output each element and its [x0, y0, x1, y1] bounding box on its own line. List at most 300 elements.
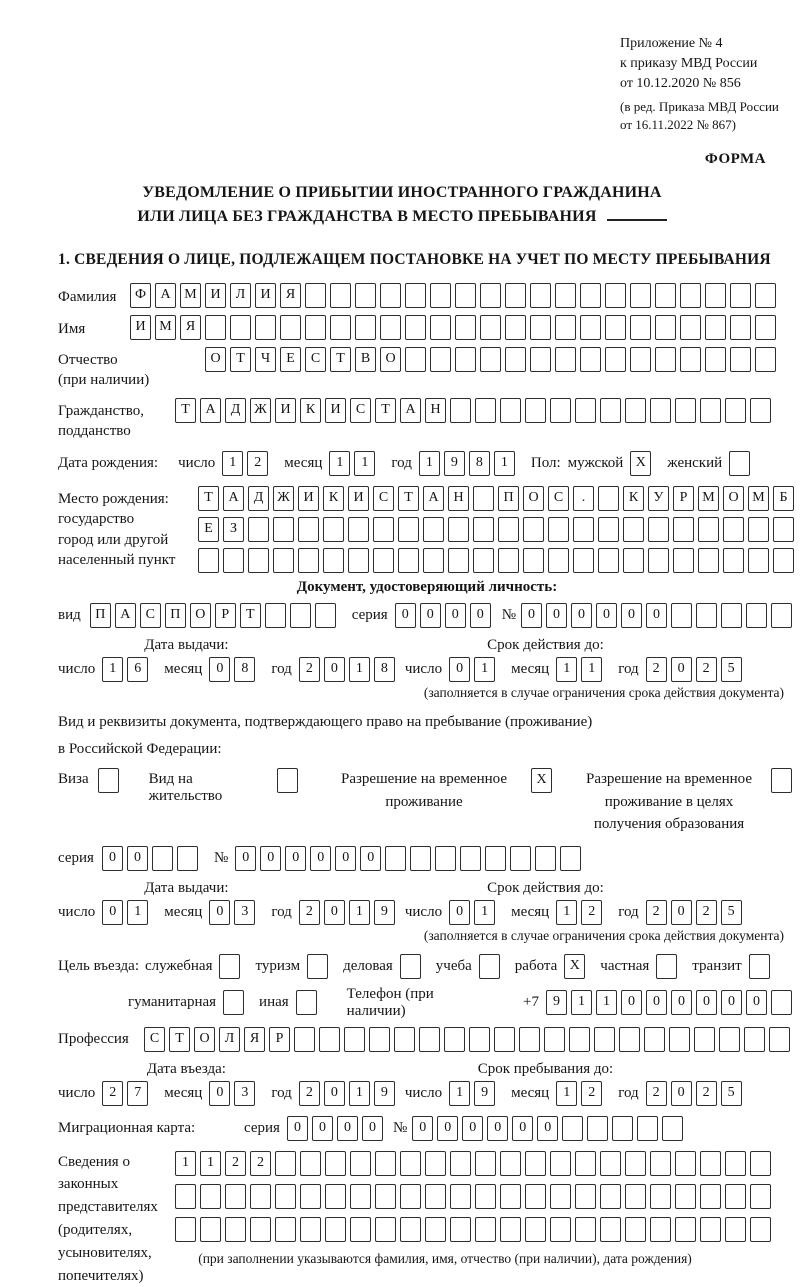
doc-valid-day-cells[interactable]	[449, 657, 499, 682]
char-cell[interactable]: X	[630, 451, 651, 476]
char-cell[interactable]: Р	[215, 603, 236, 628]
char-cell[interactable]	[519, 1027, 540, 1052]
char-cell[interactable]: .	[573, 486, 594, 511]
char-cell[interactable]: 1	[354, 451, 375, 476]
char-cell[interactable]: 0	[537, 1116, 558, 1141]
char-cell[interactable]	[307, 954, 328, 979]
char-cell[interactable]	[548, 548, 569, 573]
char-cell[interactable]: 0	[596, 603, 617, 628]
char-cell[interactable]	[280, 315, 301, 340]
char-cell[interactable]: 0	[521, 603, 542, 628]
purpose-tourism-checkbox[interactable]	[307, 954, 332, 979]
char-cell[interactable]	[350, 1151, 371, 1176]
char-cell[interactable]	[600, 1151, 621, 1176]
char-cell[interactable]	[605, 347, 626, 372]
char-cell[interactable]	[535, 846, 556, 871]
char-cell[interactable]: А	[155, 283, 176, 308]
char-cell[interactable]	[749, 954, 770, 979]
char-cell[interactable]: 0	[420, 603, 441, 628]
char-cell[interactable]	[175, 1217, 196, 1242]
char-cell[interactable]: 1	[329, 451, 350, 476]
char-cell[interactable]: 1	[494, 451, 515, 476]
char-cell[interactable]	[680, 315, 701, 340]
char-cell[interactable]: О	[380, 347, 401, 372]
char-cell[interactable]	[523, 548, 544, 573]
char-cell[interactable]	[505, 315, 526, 340]
char-cell[interactable]	[650, 1151, 671, 1176]
char-cell[interactable]	[325, 1217, 346, 1242]
char-cell[interactable]	[598, 486, 619, 511]
birth-place-row2[interactable]	[198, 517, 798, 542]
char-cell[interactable]	[348, 548, 369, 573]
char-cell[interactable]	[729, 451, 750, 476]
birth-year-cells[interactable]	[419, 451, 519, 476]
char-cell[interactable]	[435, 846, 456, 871]
char-cell[interactable]: 1	[349, 657, 370, 682]
char-cell[interactable]: Д	[248, 486, 269, 511]
char-cell[interactable]	[600, 1217, 621, 1242]
char-cell[interactable]	[225, 1217, 246, 1242]
char-cell[interactable]	[510, 846, 531, 871]
char-cell[interactable]: 9	[444, 451, 465, 476]
char-cell[interactable]	[721, 603, 742, 628]
char-cell[interactable]: 2	[696, 900, 717, 925]
char-cell[interactable]	[475, 1184, 496, 1209]
char-cell[interactable]: 0	[470, 603, 491, 628]
char-cell[interactable]: 1	[222, 451, 243, 476]
char-cell[interactable]: 1	[596, 990, 617, 1015]
char-cell[interactable]	[469, 1027, 490, 1052]
char-cell[interactable]	[323, 517, 344, 542]
char-cell[interactable]	[500, 1151, 521, 1176]
representatives-row3[interactable]	[175, 1217, 775, 1242]
char-cell[interactable]: 0	[621, 603, 642, 628]
char-cell[interactable]	[612, 1116, 633, 1141]
char-cell[interactable]	[648, 517, 669, 542]
char-cell[interactable]	[200, 1217, 221, 1242]
char-cell[interactable]	[480, 315, 501, 340]
char-cell[interactable]	[500, 1184, 521, 1209]
char-cell[interactable]	[705, 347, 726, 372]
char-cell[interactable]	[573, 548, 594, 573]
char-cell[interactable]	[423, 517, 444, 542]
char-cell[interactable]	[475, 1151, 496, 1176]
char-cell[interactable]	[315, 603, 336, 628]
residence-valid-year-cells[interactable]	[646, 900, 746, 925]
char-cell[interactable]: Н	[425, 398, 446, 423]
char-cell[interactable]: 2	[250, 1151, 271, 1176]
char-cell[interactable]	[380, 283, 401, 308]
char-cell[interactable]: И	[205, 283, 226, 308]
char-cell[interactable]	[650, 1217, 671, 1242]
representatives-row2[interactable]	[175, 1184, 775, 1209]
char-cell[interactable]: Ж	[250, 398, 271, 423]
stay-day-cells[interactable]	[449, 1081, 499, 1106]
purpose-other-checkbox[interactable]	[296, 990, 321, 1015]
birth-day-cells[interactable]	[222, 451, 272, 476]
char-cell[interactable]	[705, 315, 726, 340]
char-cell[interactable]	[550, 1184, 571, 1209]
char-cell[interactable]	[644, 1027, 665, 1052]
char-cell[interactable]	[723, 548, 744, 573]
char-cell[interactable]	[575, 398, 596, 423]
residence-issue-month-cells[interactable]	[209, 900, 259, 925]
char-cell[interactable]	[444, 1027, 465, 1052]
surname-cells[interactable]	[130, 283, 780, 308]
char-cell[interactable]: 9	[374, 900, 395, 925]
char-cell[interactable]	[700, 398, 721, 423]
purpose-transit-checkbox[interactable]	[749, 954, 774, 979]
doc-issue-month-cells[interactable]	[209, 657, 259, 682]
sex-male-checkbox[interactable]	[630, 451, 655, 476]
char-cell[interactable]	[300, 1184, 321, 1209]
char-cell[interactable]	[230, 315, 251, 340]
char-cell[interactable]	[380, 315, 401, 340]
char-cell[interactable]: 0	[324, 1081, 345, 1106]
char-cell[interactable]: 0	[395, 603, 416, 628]
char-cell[interactable]	[587, 1116, 608, 1141]
char-cell[interactable]	[479, 954, 500, 979]
char-cell[interactable]: 0	[127, 846, 148, 871]
phone-cells[interactable]	[546, 990, 796, 1015]
char-cell[interactable]	[475, 1217, 496, 1242]
char-cell[interactable]: 1	[349, 900, 370, 925]
char-cell[interactable]	[655, 315, 676, 340]
char-cell[interactable]: 2	[299, 900, 320, 925]
char-cell[interactable]	[700, 1217, 721, 1242]
char-cell[interactable]: 2	[581, 1081, 602, 1106]
char-cell[interactable]	[530, 283, 551, 308]
char-cell[interactable]	[385, 846, 406, 871]
char-cell[interactable]: Р	[269, 1027, 290, 1052]
char-cell[interactable]	[748, 548, 769, 573]
char-cell[interactable]	[330, 283, 351, 308]
doc-series-cells[interactable]	[395, 603, 495, 628]
char-cell[interactable]	[671, 603, 692, 628]
char-cell[interactable]: И	[130, 315, 151, 340]
char-cell[interactable]	[625, 1151, 646, 1176]
char-cell[interactable]	[480, 283, 501, 308]
char-cell[interactable]	[265, 603, 286, 628]
char-cell[interactable]	[575, 1217, 596, 1242]
char-cell[interactable]	[305, 315, 326, 340]
char-cell[interactable]	[594, 1027, 615, 1052]
char-cell[interactable]	[175, 1184, 196, 1209]
char-cell[interactable]	[530, 315, 551, 340]
char-cell[interactable]	[550, 1151, 571, 1176]
char-cell[interactable]	[725, 398, 746, 423]
char-cell[interactable]: К	[300, 398, 321, 423]
char-cell[interactable]: Н	[448, 486, 469, 511]
char-cell[interactable]: И	[348, 486, 369, 511]
char-cell[interactable]	[296, 990, 317, 1015]
entry-year-cells[interactable]	[299, 1081, 399, 1106]
char-cell[interactable]	[725, 1184, 746, 1209]
char-cell[interactable]: М	[748, 486, 769, 511]
char-cell[interactable]: П	[90, 603, 111, 628]
char-cell[interactable]	[580, 283, 601, 308]
char-cell[interactable]: 2	[102, 1081, 123, 1106]
char-cell[interactable]: 8	[374, 657, 395, 682]
char-cell[interactable]: А	[115, 603, 136, 628]
char-cell[interactable]	[325, 1184, 346, 1209]
char-cell[interactable]: И	[325, 398, 346, 423]
char-cell[interactable]	[250, 1184, 271, 1209]
char-cell[interactable]: 2	[247, 451, 268, 476]
char-cell[interactable]: 0	[449, 657, 470, 682]
char-cell[interactable]: 0	[621, 990, 642, 1015]
char-cell[interactable]	[460, 846, 481, 871]
char-cell[interactable]	[223, 548, 244, 573]
char-cell[interactable]: 0	[546, 603, 567, 628]
char-cell[interactable]	[275, 1151, 296, 1176]
char-cell[interactable]: В	[355, 347, 376, 372]
char-cell[interactable]: А	[423, 486, 444, 511]
char-cell[interactable]	[750, 1217, 771, 1242]
char-cell[interactable]	[748, 517, 769, 542]
char-cell[interactable]	[755, 283, 776, 308]
char-cell[interactable]: 2	[299, 1081, 320, 1106]
char-cell[interactable]	[400, 1217, 421, 1242]
char-cell[interactable]: О	[523, 486, 544, 511]
char-cell[interactable]	[523, 517, 544, 542]
char-cell[interactable]: М	[698, 486, 719, 511]
char-cell[interactable]	[525, 1217, 546, 1242]
char-cell[interactable]	[248, 517, 269, 542]
char-cell[interactable]: 1	[419, 451, 440, 476]
char-cell[interactable]	[400, 1184, 421, 1209]
char-cell[interactable]	[319, 1027, 340, 1052]
residence-issue-year-cells[interactable]	[299, 900, 399, 925]
char-cell[interactable]: А	[400, 398, 421, 423]
entry-month-cells[interactable]	[209, 1081, 259, 1106]
char-cell[interactable]: 0	[337, 1116, 358, 1141]
doc-issue-year-cells[interactable]	[299, 657, 399, 682]
char-cell[interactable]: 0	[671, 1081, 692, 1106]
citizenship-cells[interactable]	[175, 398, 775, 423]
char-cell[interactable]: Е	[198, 517, 219, 542]
char-cell[interactable]: 1	[349, 1081, 370, 1106]
char-cell[interactable]: 3	[234, 1081, 255, 1106]
char-cell[interactable]: 9	[374, 1081, 395, 1106]
char-cell[interactable]: И	[298, 486, 319, 511]
char-cell[interactable]: 0	[671, 900, 692, 925]
char-cell[interactable]	[425, 1184, 446, 1209]
char-cell[interactable]	[744, 1027, 765, 1052]
char-cell[interactable]	[550, 1217, 571, 1242]
char-cell[interactable]	[425, 1151, 446, 1176]
char-cell[interactable]: У	[648, 486, 669, 511]
char-cell[interactable]: 0	[102, 900, 123, 925]
char-cell[interactable]: О	[194, 1027, 215, 1052]
char-cell[interactable]	[750, 398, 771, 423]
sex-female-checkbox[interactable]	[729, 451, 754, 476]
char-cell[interactable]	[323, 548, 344, 573]
char-cell[interactable]: К	[623, 486, 644, 511]
doc-number-cells[interactable]	[521, 603, 796, 628]
char-cell[interactable]	[375, 1217, 396, 1242]
char-cell[interactable]	[771, 990, 792, 1015]
char-cell[interactable]	[648, 548, 669, 573]
char-cell[interactable]	[656, 954, 677, 979]
char-cell[interactable]	[473, 517, 494, 542]
char-cell[interactable]: 0	[412, 1116, 433, 1141]
char-cell[interactable]	[725, 1217, 746, 1242]
char-cell[interactable]	[696, 603, 717, 628]
doc-type-cells[interactable]	[90, 603, 340, 628]
option-visa-checkbox[interactable]	[98, 768, 123, 793]
char-cell[interactable]: Л	[219, 1027, 240, 1052]
char-cell[interactable]	[275, 1184, 296, 1209]
char-cell[interactable]	[305, 283, 326, 308]
char-cell[interactable]	[475, 398, 496, 423]
char-cell[interactable]: Ч	[255, 347, 276, 372]
char-cell[interactable]: 1	[127, 900, 148, 925]
doc-valid-month-cells[interactable]	[556, 657, 606, 682]
char-cell[interactable]	[719, 1027, 740, 1052]
char-cell[interactable]	[548, 517, 569, 542]
char-cell[interactable]	[723, 517, 744, 542]
char-cell[interactable]: 0	[287, 1116, 308, 1141]
char-cell[interactable]: К	[323, 486, 344, 511]
char-cell[interactable]	[625, 1217, 646, 1242]
char-cell[interactable]: 1	[581, 657, 602, 682]
char-cell[interactable]	[730, 283, 751, 308]
birth-month-cells[interactable]	[329, 451, 379, 476]
char-cell[interactable]	[298, 517, 319, 542]
char-cell[interactable]: X	[564, 954, 585, 979]
char-cell[interactable]: 2	[646, 657, 667, 682]
residence-number-cells[interactable]	[235, 846, 585, 871]
char-cell[interactable]	[275, 1217, 296, 1242]
char-cell[interactable]	[405, 283, 426, 308]
char-cell[interactable]: 9	[546, 990, 567, 1015]
char-cell[interactable]: С	[373, 486, 394, 511]
char-cell[interactable]	[450, 1151, 471, 1176]
char-cell[interactable]	[555, 315, 576, 340]
char-cell[interactable]	[430, 315, 451, 340]
char-cell[interactable]: 5	[721, 1081, 742, 1106]
char-cell[interactable]	[290, 603, 311, 628]
char-cell[interactable]	[580, 347, 601, 372]
purpose-business-checkbox[interactable]	[400, 954, 425, 979]
char-cell[interactable]: Т	[330, 347, 351, 372]
char-cell[interactable]: И	[255, 283, 276, 308]
birth-place-row3[interactable]	[198, 548, 798, 573]
char-cell[interactable]: X	[531, 768, 552, 793]
char-cell[interactable]: Т	[230, 347, 251, 372]
char-cell[interactable]	[205, 315, 226, 340]
char-cell[interactable]	[405, 347, 426, 372]
char-cell[interactable]	[250, 1217, 271, 1242]
char-cell[interactable]: 1	[556, 1081, 577, 1106]
char-cell[interactable]	[630, 315, 651, 340]
char-cell[interactable]	[177, 846, 198, 871]
char-cell[interactable]: С	[144, 1027, 165, 1052]
char-cell[interactable]: 0	[487, 1116, 508, 1141]
char-cell[interactable]	[630, 283, 651, 308]
char-cell[interactable]: 7	[127, 1081, 148, 1106]
char-cell[interactable]: 0	[324, 900, 345, 925]
char-cell[interactable]: 0	[235, 846, 256, 871]
char-cell[interactable]	[530, 347, 551, 372]
char-cell[interactable]: Я	[180, 315, 201, 340]
char-cell[interactable]	[369, 1027, 390, 1052]
char-cell[interactable]: 0	[462, 1116, 483, 1141]
char-cell[interactable]	[455, 347, 476, 372]
char-cell[interactable]: Т	[398, 486, 419, 511]
char-cell[interactable]	[373, 517, 394, 542]
name-cells[interactable]	[130, 315, 780, 340]
char-cell[interactable]: С	[140, 603, 161, 628]
char-cell[interactable]	[623, 548, 644, 573]
char-cell[interactable]: 0	[324, 657, 345, 682]
option-residence-permit-checkbox[interactable]	[277, 768, 302, 793]
char-cell[interactable]	[750, 1151, 771, 1176]
char-cell[interactable]: 8	[469, 451, 490, 476]
char-cell[interactable]: 1	[474, 657, 495, 682]
char-cell[interactable]: С	[305, 347, 326, 372]
birth-place-row1[interactable]	[198, 486, 798, 511]
char-cell[interactable]	[771, 768, 792, 793]
char-cell[interactable]	[405, 315, 426, 340]
char-cell[interactable]: С	[548, 486, 569, 511]
stay-year-cells[interactable]	[646, 1081, 746, 1106]
char-cell[interactable]: 0	[696, 990, 717, 1015]
char-cell[interactable]	[298, 548, 319, 573]
char-cell[interactable]	[400, 954, 421, 979]
char-cell[interactable]	[694, 1027, 715, 1052]
char-cell[interactable]	[450, 1217, 471, 1242]
char-cell[interactable]: М	[155, 315, 176, 340]
char-cell[interactable]	[273, 517, 294, 542]
char-cell[interactable]	[573, 517, 594, 542]
char-cell[interactable]	[605, 283, 626, 308]
char-cell[interactable]: О	[723, 486, 744, 511]
char-cell[interactable]	[675, 1151, 696, 1176]
char-cell[interactable]	[498, 548, 519, 573]
representatives-row1[interactable]	[175, 1151, 775, 1176]
char-cell[interactable]	[623, 517, 644, 542]
char-cell[interactable]	[430, 283, 451, 308]
char-cell[interactable]: 1	[449, 1081, 470, 1106]
char-cell[interactable]: 2	[581, 900, 602, 925]
char-cell[interactable]: 0	[102, 846, 123, 871]
char-cell[interactable]	[277, 768, 298, 793]
char-cell[interactable]: А	[200, 398, 221, 423]
char-cell[interactable]: 0	[445, 603, 466, 628]
char-cell[interactable]	[375, 1184, 396, 1209]
char-cell[interactable]	[500, 1217, 521, 1242]
char-cell[interactable]	[650, 1184, 671, 1209]
char-cell[interactable]: 8	[234, 657, 255, 682]
char-cell[interactable]: Т	[375, 398, 396, 423]
patronymic-cells[interactable]	[205, 347, 780, 372]
char-cell[interactable]	[455, 283, 476, 308]
char-cell[interactable]	[730, 347, 751, 372]
char-cell[interactable]	[498, 517, 519, 542]
migration-number-cells[interactable]	[412, 1116, 687, 1141]
char-cell[interactable]	[525, 398, 546, 423]
char-cell[interactable]	[669, 1027, 690, 1052]
char-cell[interactable]: И	[275, 398, 296, 423]
char-cell[interactable]: 0	[209, 1081, 230, 1106]
char-cell[interactable]	[598, 517, 619, 542]
char-cell[interactable]	[673, 517, 694, 542]
char-cell[interactable]: 0	[671, 990, 692, 1015]
char-cell[interactable]	[450, 1184, 471, 1209]
char-cell[interactable]: 0	[646, 603, 667, 628]
